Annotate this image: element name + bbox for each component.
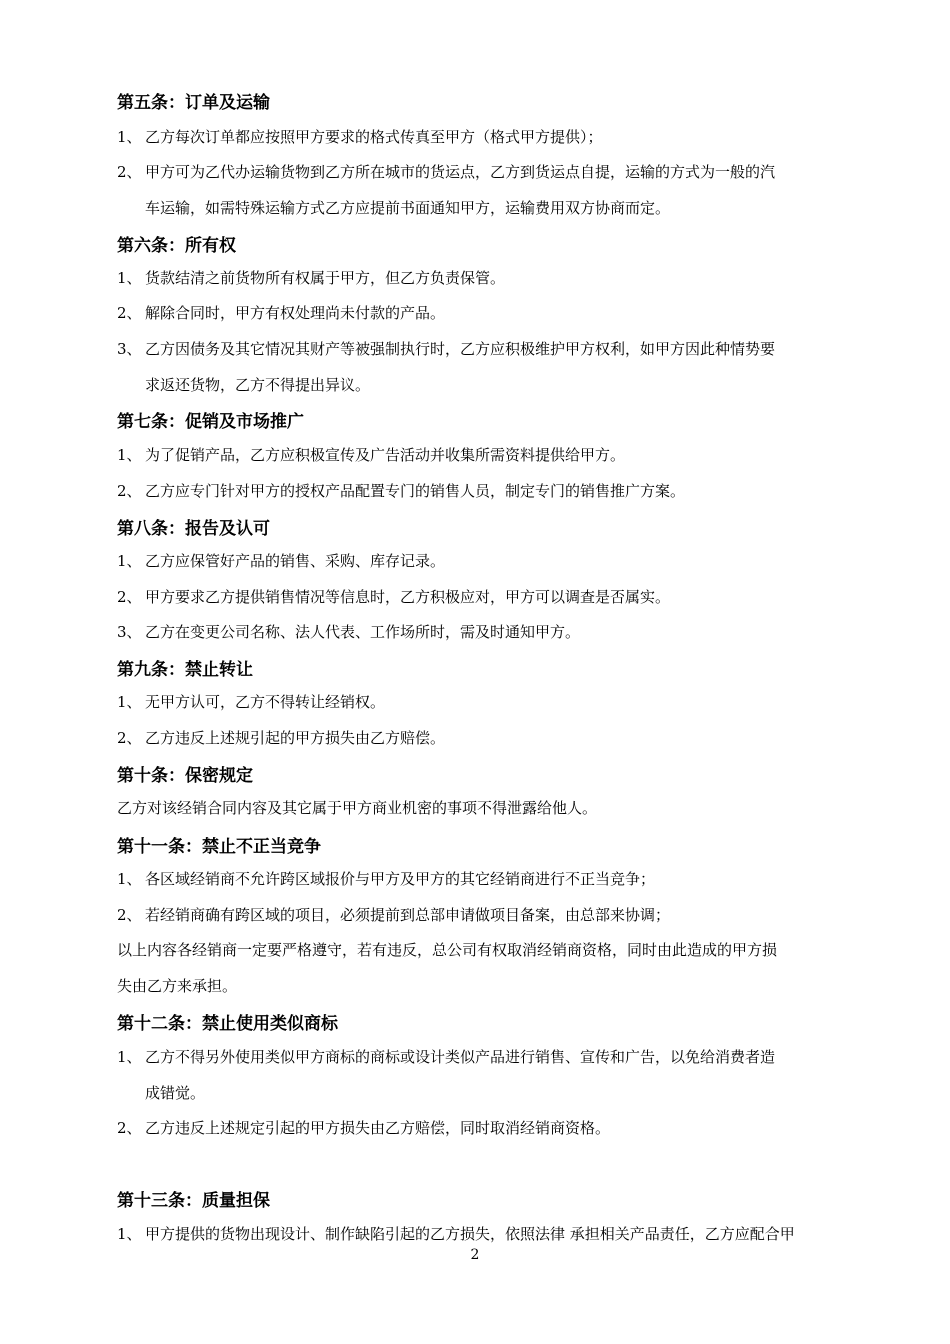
item-number: 3、 <box>117 340 142 358</box>
section-6-title: 第六条：所有权 <box>117 236 236 256</box>
item-number: 2、 <box>117 304 142 322</box>
item-number: 2、 <box>117 906 142 924</box>
item-number: 2、 <box>117 1119 142 1137</box>
section-11-title: 第十一条：禁止不正当竞争 <box>117 837 321 857</box>
section-13-title: 第十三条：质量担保 <box>117 1191 270 1211</box>
item-number: 1、 <box>117 1225 142 1243</box>
clause-text: 无甲方认可，乙方不得转让经销权。 <box>145 693 386 711</box>
clause-text: 乙方不得另外使用类似甲方商标的商标或设计类似产品进行销售、宣传和广告，以免给消费者造 <box>145 1048 776 1066</box>
clause-text: 为了促销产品，乙方应积极宣传及广告活动并收集所需资料提供给甲方。 <box>145 446 626 464</box>
clause-text: 乙方因债务及其它情况其财产等被强制执行时，乙方应积极维护甲方权利，如甲方因此种情势要 <box>145 340 776 358</box>
clause-text: 失由乙方来承担。 <box>117 977 238 995</box>
clause-text: 车运输，如需特殊运输方式乙方应提前书面通知甲方，运输费用双方协商而定。 <box>145 199 671 217</box>
item-number: 2、 <box>117 729 142 747</box>
item-number: 2、 <box>117 482 142 500</box>
item-number: 1、 <box>117 870 142 888</box>
item-number: 1、 <box>117 552 142 570</box>
clause-text: 货款结清之前货物所有权属于甲方，但乙方负责保管。 <box>145 269 506 287</box>
section-5-title: 第五条：订单及运输 <box>117 93 270 113</box>
item-number: 2、 <box>117 588 142 606</box>
item-number: 1、 <box>117 128 142 146</box>
clause-text: 甲方可为乙代办运输货物到乙方所在城市的货运点，乙方到货运点自提，运输的方式为一般的汽 <box>145 163 776 181</box>
clause-text: 以上内容各经销商一定要严格遵守，若有违反，总公司有权取消经销商资格，同时由此造成的甲方损 <box>117 941 778 959</box>
section-9-title: 第九条：禁止转让 <box>117 660 253 680</box>
section-10-title: 第十条：保密规定 <box>117 766 253 786</box>
clause-text: 甲方提供的货物出现设计、制作缺陷引起的乙方损失，依照法律 承担相关产品责任，乙方应配合甲 <box>145 1225 795 1243</box>
item-number: 1、 <box>117 269 142 287</box>
clause-text: 求返还货物，乙方不得提出异议。 <box>145 376 371 394</box>
item-number: 1、 <box>117 446 142 464</box>
clause-text: 成错觉。 <box>145 1084 206 1102</box>
item-number: 3、 <box>117 623 142 641</box>
item-number: 1、 <box>117 1048 142 1066</box>
item-number: 2、 <box>117 163 142 181</box>
clause-text: 乙方对该经销合同内容及其它属于甲方商业机密的事项不得泄露给他人。 <box>117 799 598 817</box>
clause-text: 乙方在变更公司名称、法人代表、工作场所时，需及时通知甲方。 <box>145 623 581 641</box>
page-number: 2 <box>470 1247 480 1263</box>
section-8-title: 第八条：报告及认可 <box>117 519 270 539</box>
section-12-title: 第十二条：禁止使用类似商标 <box>117 1014 338 1034</box>
clause-text: 各区域经销商不允许跨区域报价与甲方及甲方的其它经销商进行不正当竞争； <box>145 870 656 888</box>
clause-text: 解除合同时，甲方有权处理尚未付款的产品。 <box>145 304 446 322</box>
clause-text: 乙方违反上述规定引起的甲方损失由乙方赔偿，同时取消经销商资格。 <box>145 1119 611 1137</box>
section-7-title: 第七条：促销及市场推广 <box>117 412 304 432</box>
clause-text: 若经销商确有跨区域的项目，必须提前到总部申请做项目备案，由总部来协调； <box>145 906 671 924</box>
clause-text: 乙方应专门针对甲方的授权产品配置专门的销售人员，制定专门的销售推广方案。 <box>145 482 686 500</box>
item-number: 1、 <box>117 693 142 711</box>
clause-text: 乙方应保管好产品的销售、采购、库存记录。 <box>145 552 446 570</box>
clause-text: 乙方每次订单都应按照甲方要求的格式传真至甲方（格式甲方提供）； <box>145 128 603 146</box>
clause-text: 乙方违反上述规引起的甲方损失由乙方赔偿。 <box>145 729 446 747</box>
clause-text: 甲方要求乙方提供销售情况等信息时，乙方积极应对，甲方可以调查是否属实。 <box>145 588 671 606</box>
